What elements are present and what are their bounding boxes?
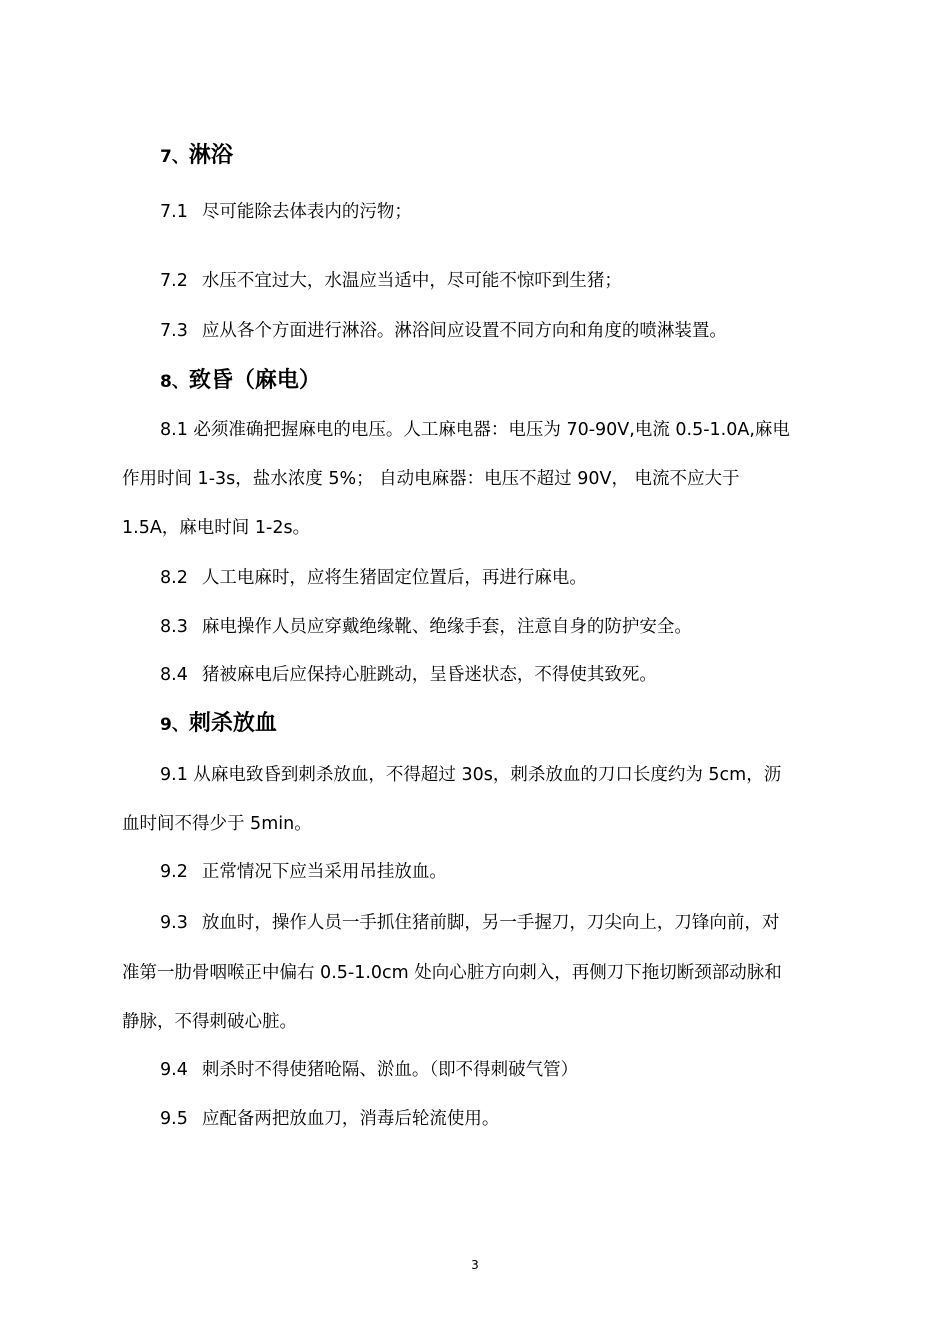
paragraph-number: 9.4 [160, 1060, 188, 1080]
paragraph-text: 尽可能除去体表内的污物； [201, 202, 412, 222]
paragraph-number: 7.3 [160, 321, 188, 341]
paragraph-number: 7.1 [160, 202, 188, 222]
paragraph-text: 人工电麻时，应将生猪固定位置后，再进行麻电。 [201, 568, 587, 588]
paragraph-7-2 [160, 267, 622, 292]
paragraph-8-4 [160, 661, 657, 686]
paragraph-9-4 [160, 1056, 578, 1081]
paragraph-number: 8.3 [160, 617, 188, 637]
paragraph-text: 应从各个方面进行淋浴。淋浴间应设置不同方向和角度的喷淋装置。 [201, 321, 727, 341]
paragraph-text: 猪被麻电后应保持心脏跳动，呈昏迷状态，不得使其致死。 [201, 665, 657, 685]
section-8-number: 8、 [160, 372, 189, 392]
paragraph-text: 放血时，操作人员一手抓住猪前脚，另一手握刀，刀尖向上，刀锋向前，对 [201, 913, 780, 933]
section-9-number: 9、 [160, 715, 189, 735]
paragraph-9-3-line-1 [160, 909, 779, 934]
paragraph-number: 7.2 [160, 271, 188, 291]
section-7-title: 淋浴 [188, 143, 233, 168]
paragraph-8-1-line-3: 1.5A，麻电时间 1-2s。 [122, 518, 311, 538]
paragraph-text: 麻电操作人员应穿戴绝缘靴、绝缘手套，注意自身的防护安全。 [201, 617, 692, 637]
section-9-title: 刺杀放血 [188, 711, 277, 736]
paragraph-8-1-line-1: 8.1 必须准确把握麻电的电压。人工麻电器：电压为 70-90V,电流 0.5-1.0A,麻电 [160, 420, 790, 440]
paragraph-9-3-line-3: 静脉，不得刺破心脏。 [122, 1012, 297, 1032]
paragraph-number: 9.5 [160, 1109, 188, 1129]
paragraph-text: 应配备两把放血刀，消毒后轮流使用。 [201, 1109, 500, 1129]
section-7-heading [160, 138, 233, 169]
paragraph-8-3 [160, 613, 692, 638]
paragraph-8-2 [160, 564, 587, 589]
paragraph-8-1-line-2: 作用时间 1-3s，盐水浓度 5%； 自动电麻器：电压不超过 90V， 电流不应大于 [122, 469, 740, 489]
paragraph-number: 9.3 [160, 913, 188, 933]
paragraph-9-1-line-1: 9.1 从麻电致昏到刺杀放血，不得超过 30s，刺杀放血的刀口长度约为 5cm，沥 [160, 765, 782, 785]
paragraph-7-3 [160, 317, 727, 342]
paragraph-9-1-line-2: 血时间不得少于 5min。 [122, 814, 312, 834]
paragraph-9-3-line-2: 准第一肋骨咽喉正中偏右 0.5-1.0cm 处向心脏方向刺入，再侧刀下拖切断颈部动脉和 [122, 963, 782, 983]
paragraph-text: 刺杀时不得使猪呛隔、淤血。（即不得刺破气管） [201, 1060, 579, 1080]
paragraph-9-5 [160, 1105, 499, 1130]
paragraph-text: 水压不宜过大，水温应当适中，尽可能不惊吓到生猪； [201, 271, 622, 291]
section-7-number: 7、 [160, 147, 189, 167]
section-8-heading [160, 363, 321, 394]
paragraph-number: 8.4 [160, 665, 188, 685]
paragraph-text: 正常情况下应当采用吊挂放血。 [201, 862, 447, 882]
paragraph-9-2 [160, 858, 447, 883]
section-9-heading [160, 706, 277, 737]
paragraph-number: 9.2 [160, 862, 188, 882]
section-8-title: 致昏（麻电） [188, 368, 321, 393]
paragraph-number: 8.2 [160, 568, 188, 588]
paragraph-7-1 [160, 198, 412, 223]
page-number: 3 [471, 1258, 479, 1272]
